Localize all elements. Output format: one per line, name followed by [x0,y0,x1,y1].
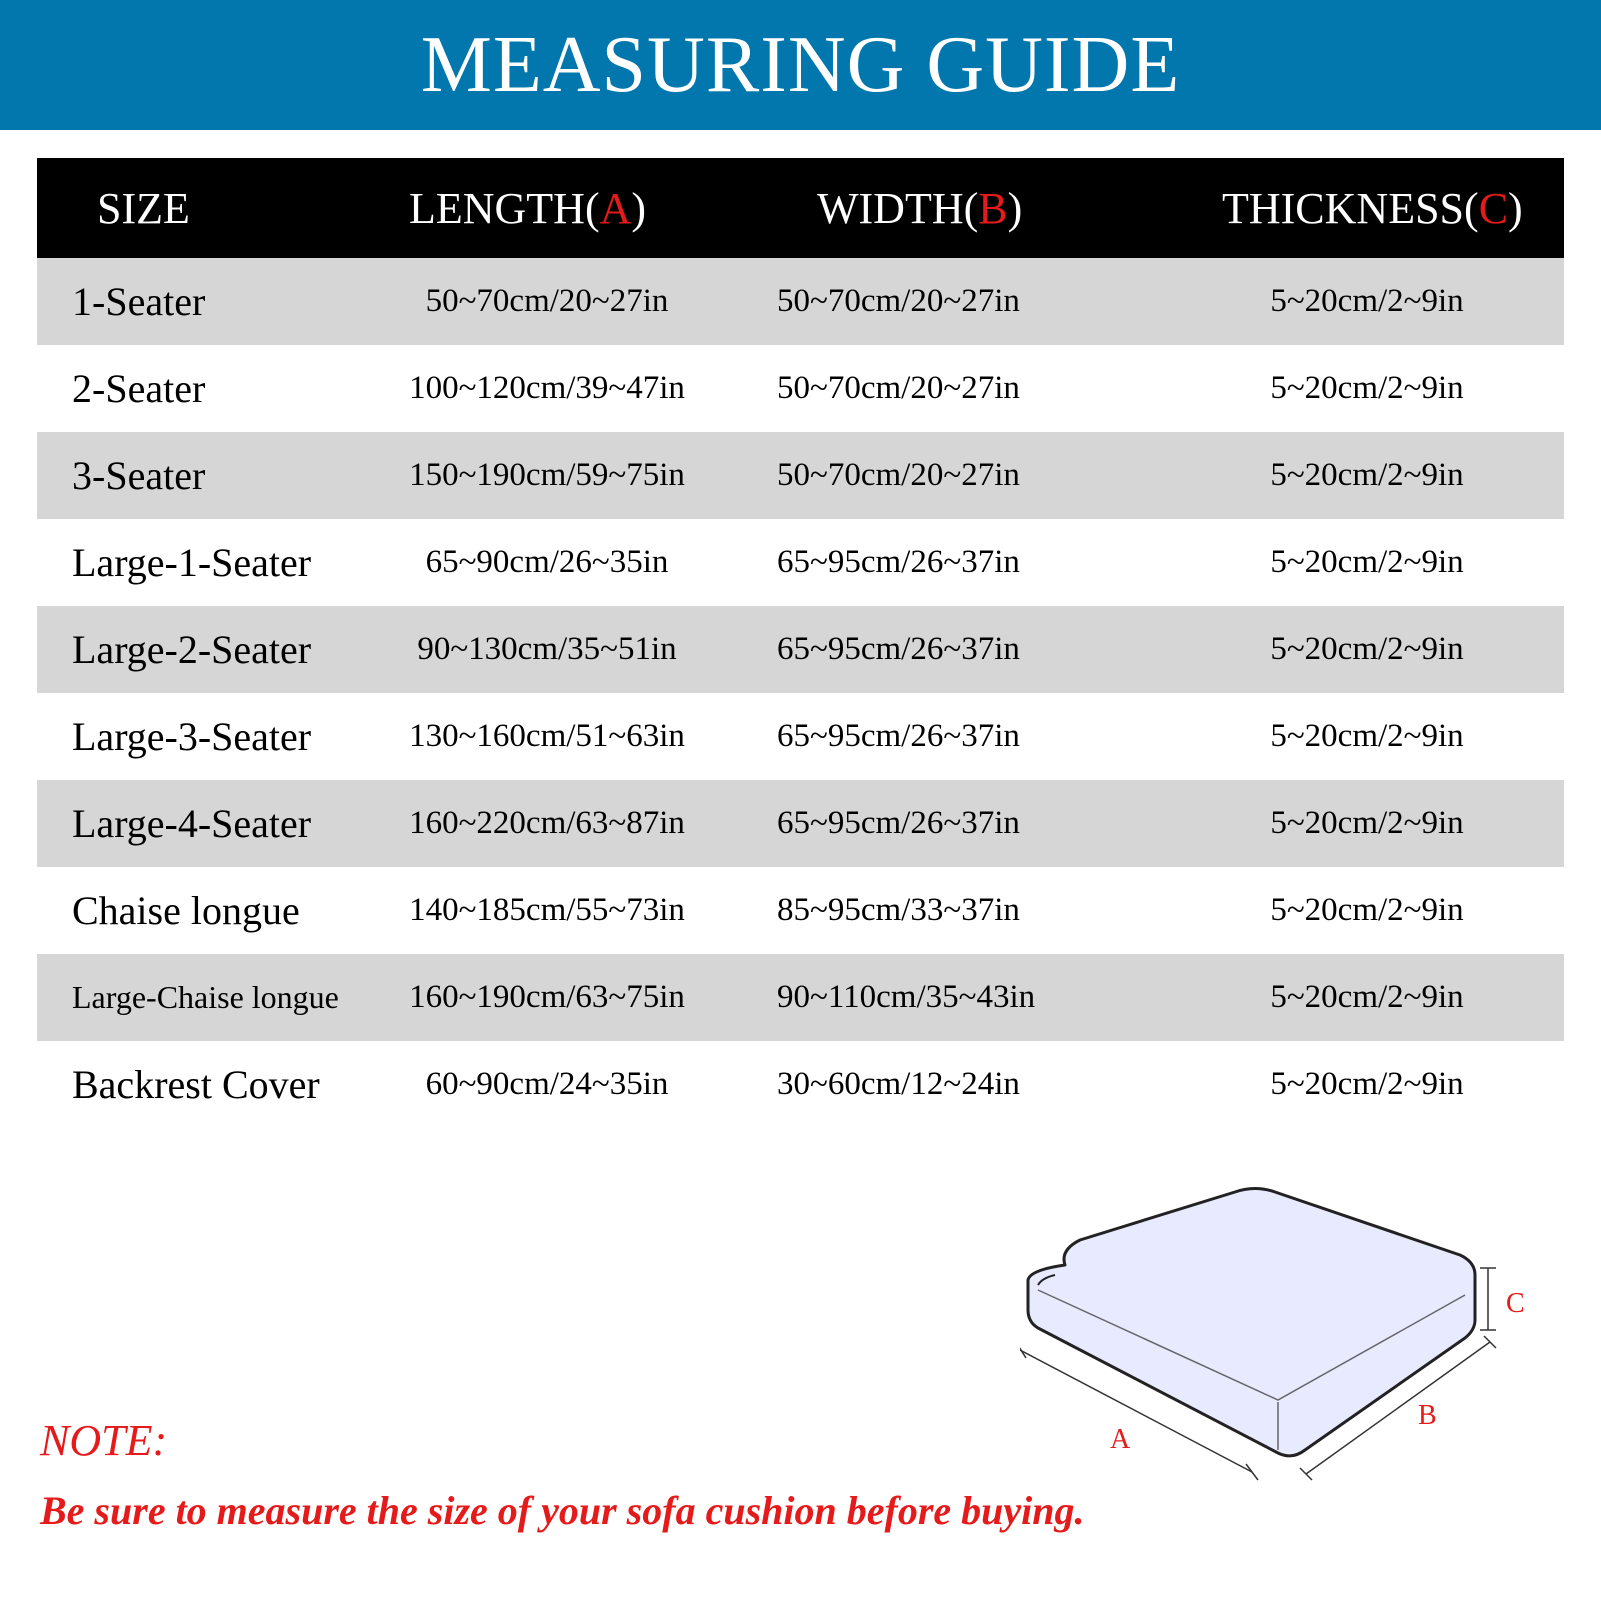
row-thickness: 5~20cm/2~9in [1270,283,1464,319]
header-length [409,158,646,258]
row-size: Large-2-Seater [72,627,312,672]
dimension-tick-b-right [1484,1336,1496,1348]
size-table [37,158,1564,1128]
row-thickness: 5~20cm/2~9in [1270,718,1464,754]
row-length: 150~190cm/59~75in [409,457,685,493]
row-length: 160~220cm/63~87in [409,805,685,841]
header-length-letter: A [599,183,632,233]
dimension-tick-a-left [1020,1342,1026,1358]
table-header [37,158,1564,258]
table-row [37,606,1564,693]
row-thickness: 5~20cm/2~9in [1270,1066,1464,1102]
table-row [37,780,1564,867]
table-row [37,693,1564,780]
table-row [37,432,1564,519]
row-length: 100~120cm/39~47in [409,370,685,406]
header-length-close: ) [631,183,647,233]
row-width: 65~95cm/26~37in [777,631,1020,667]
row-length: 90~130cm/35~51in [417,631,677,667]
header-thickness-close: ) [1508,183,1523,233]
header-thickness [1222,158,1523,258]
row-size: Large-4-Seater [72,801,312,846]
page-title: MEASURING GUIDE [420,20,1181,109]
row-thickness: 5~20cm/2~9in [1270,457,1464,493]
header-thickness-label: THICKNESS( [1222,183,1479,233]
row-thickness: 5~20cm/2~9in [1270,805,1464,841]
cushion-shape [1028,1189,1475,1456]
cushion-diagram [1020,1180,1580,1510]
row-width: 85~95cm/33~37in [777,892,1020,928]
header-size [97,158,190,258]
table-row [37,954,1564,1041]
table-row [37,345,1564,432]
row-size: 1-Seater [72,279,206,324]
row-thickness: 5~20cm/2~9in [1270,544,1464,580]
row-width: 90~110cm/35~43in [777,979,1036,1015]
row-thickness: 5~20cm/2~9in [1270,370,1464,406]
row-thickness: 5~20cm/2~9in [1270,979,1464,1015]
label-c: C [1506,1288,1525,1319]
table-row [37,258,1564,345]
title-banner [0,0,1601,130]
row-thickness: 5~20cm/2~9in [1270,892,1464,928]
row-length: 130~160cm/51~63in [409,718,685,754]
table-row [37,519,1564,606]
row-width: 65~95cm/26~37in [777,805,1020,841]
header-length-label: LENGTH( [409,183,600,233]
row-thickness: 5~20cm/2~9in [1270,631,1464,667]
header-thickness-letter: C [1478,183,1509,233]
row-length: 60~90cm/24~35in [425,1066,669,1102]
note-body: Be sure to measure the size of your sofa cushion before buying. [40,1488,1085,1533]
header-width-label: WIDTH( [817,183,979,233]
label-b: B [1418,1400,1437,1431]
row-size: Large-Chaise longue [72,979,339,1015]
dimension-tick-b-left [1300,1468,1312,1480]
row-width: 50~70cm/20~27in [777,370,1020,406]
table-row [37,867,1564,954]
dimension-tick-a-right [1246,1464,1258,1480]
row-width: 50~70cm/20~27in [777,283,1020,319]
row-size: Backrest Cover [72,1062,320,1107]
row-length: 160~190cm/63~75in [409,979,685,1015]
row-width: 50~70cm/20~27in [777,457,1020,493]
table-row [37,1041,1564,1128]
row-size: Large-3-Seater [72,714,312,759]
row-size: 3-Seater [72,453,206,498]
note-title: NOTE: [40,1416,168,1465]
header-width-letter: B [978,183,1008,233]
row-length: 50~70cm/20~27in [425,283,669,319]
header-width-close: ) [1007,183,1023,233]
label-a: A [1110,1424,1131,1455]
row-length: 140~185cm/55~73in [409,892,685,928]
row-width: 30~60cm/12~24in [777,1066,1020,1102]
header-size-label: SIZE [97,183,190,233]
row-width: 65~95cm/26~37in [777,544,1020,580]
row-size: Chaise longue [72,888,300,933]
row-size: Large-1-Seater [72,540,312,585]
row-size: 2-Seater [72,366,206,411]
row-width: 65~95cm/26~37in [777,718,1020,754]
header-width [817,158,1022,258]
row-length: 65~90cm/26~35in [425,544,669,580]
